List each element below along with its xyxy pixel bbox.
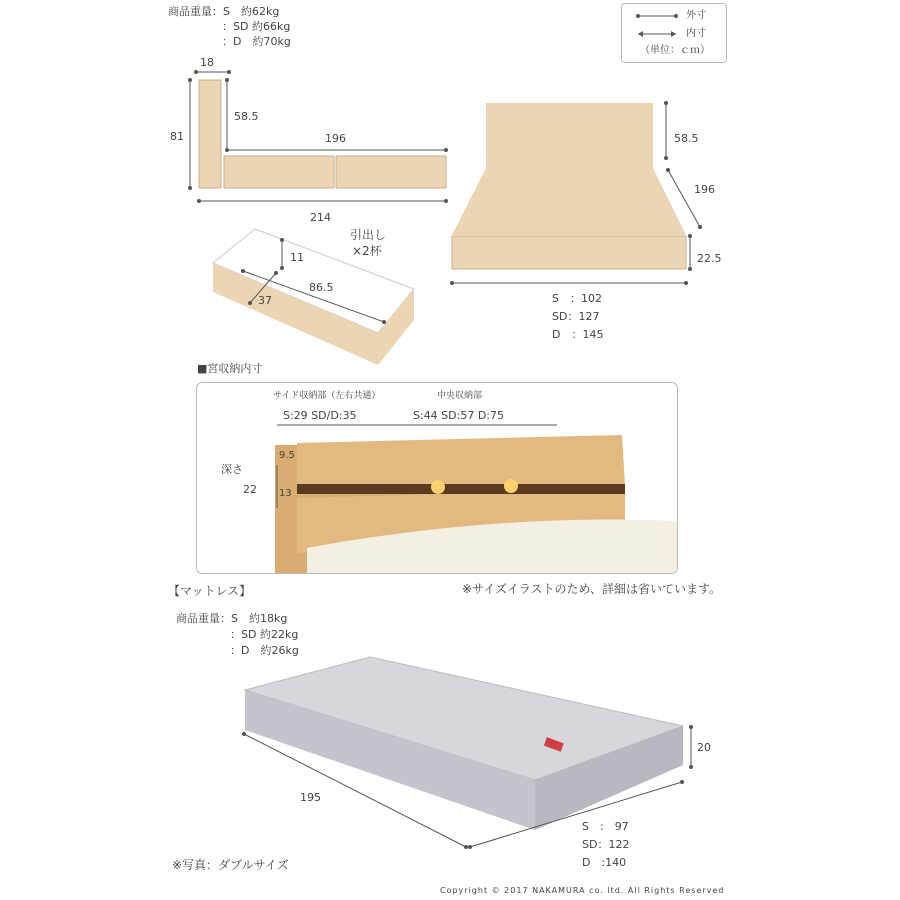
mattress-dim-20: 20 xyxy=(697,741,711,754)
drawer-dim-865: 86.5 xyxy=(309,281,334,294)
bed-dim-225: 22.5 xyxy=(697,252,722,265)
mattress-photo-note: ※写真：ダブルサイズ xyxy=(172,858,289,872)
bed-dim-585: 58.5 xyxy=(674,132,699,145)
side-dim-214: 214 xyxy=(310,211,331,224)
storage-side-size: S:29 SD/D:35 xyxy=(283,409,357,422)
legend-inner: 内寸 xyxy=(686,28,706,39)
mattress-width-s: S : 97 xyxy=(582,820,629,833)
side-dim-585: 58.5 xyxy=(234,110,259,123)
frame-weight-s: 商品重量：S 約62kg xyxy=(168,5,280,18)
frame-weight-d: ：D 約70kg xyxy=(222,35,291,48)
illustration-note: ※サイズイラストのため、詳細は省いています。 xyxy=(462,582,722,596)
bed-width-d: D ：145 xyxy=(552,328,604,341)
drawer-dim-11: 11 xyxy=(290,251,304,264)
bed-base-front xyxy=(452,236,686,269)
side-dim-18: 18 xyxy=(200,56,214,69)
storage-section-title: ■宮収納内寸 xyxy=(197,362,263,375)
bed-width-s: S ：102 xyxy=(552,292,602,305)
mattress-section-title: 【マットレス】 xyxy=(168,584,252,598)
bed-top-surface xyxy=(452,168,686,235)
bed-dim-196: 196 xyxy=(694,183,715,196)
frame-weight-sd: ：SD 約66kg xyxy=(222,20,291,33)
storage-dim-13: 13 xyxy=(279,488,292,499)
side-headboard xyxy=(199,80,221,188)
legend-outer: 外寸 xyxy=(686,10,706,21)
storage-center-label: 中央収納部 xyxy=(437,391,483,401)
mattress-weight-d: ：D 約26kg xyxy=(230,644,299,657)
mattress-width-d: D :140 xyxy=(582,856,627,869)
mattress-weight-s: 商品重量：S 約18kg xyxy=(176,612,288,625)
side-dim-196: 196 xyxy=(325,132,346,145)
storage-side-label: サイド収納部（左右共通） xyxy=(273,391,381,401)
side-base-right xyxy=(336,156,446,188)
mattress-width-sd: SD：122 xyxy=(582,838,630,851)
legend-unit: （単位：ｃｍ） xyxy=(640,45,710,56)
mattress-dim-195: 195 xyxy=(300,791,321,804)
storage-center-size: S:44 SD:57 D:75 xyxy=(413,409,505,422)
headboard-photo xyxy=(196,382,678,574)
side-dim-81: 81 xyxy=(170,130,184,143)
bed-headboard xyxy=(486,103,653,173)
storage-dim-95: 9.5 xyxy=(279,450,295,461)
drawer-dim-37: 37 xyxy=(258,294,272,307)
storage-depth-value: 22 xyxy=(243,483,257,496)
bed-width-sd: SD：127 xyxy=(552,310,600,323)
copyright: Copyright © 2017 NAKAMURA co. ltd. All Rights Reserved xyxy=(440,886,725,895)
drawer-label-1: 引出し xyxy=(350,228,387,242)
drawer-label-2: ×2杯 xyxy=(352,244,382,258)
side-base-left xyxy=(224,156,334,188)
storage-depth-label: 深さ xyxy=(221,463,243,476)
mattress-weight-sd: ：SD 約22kg xyxy=(230,628,299,641)
